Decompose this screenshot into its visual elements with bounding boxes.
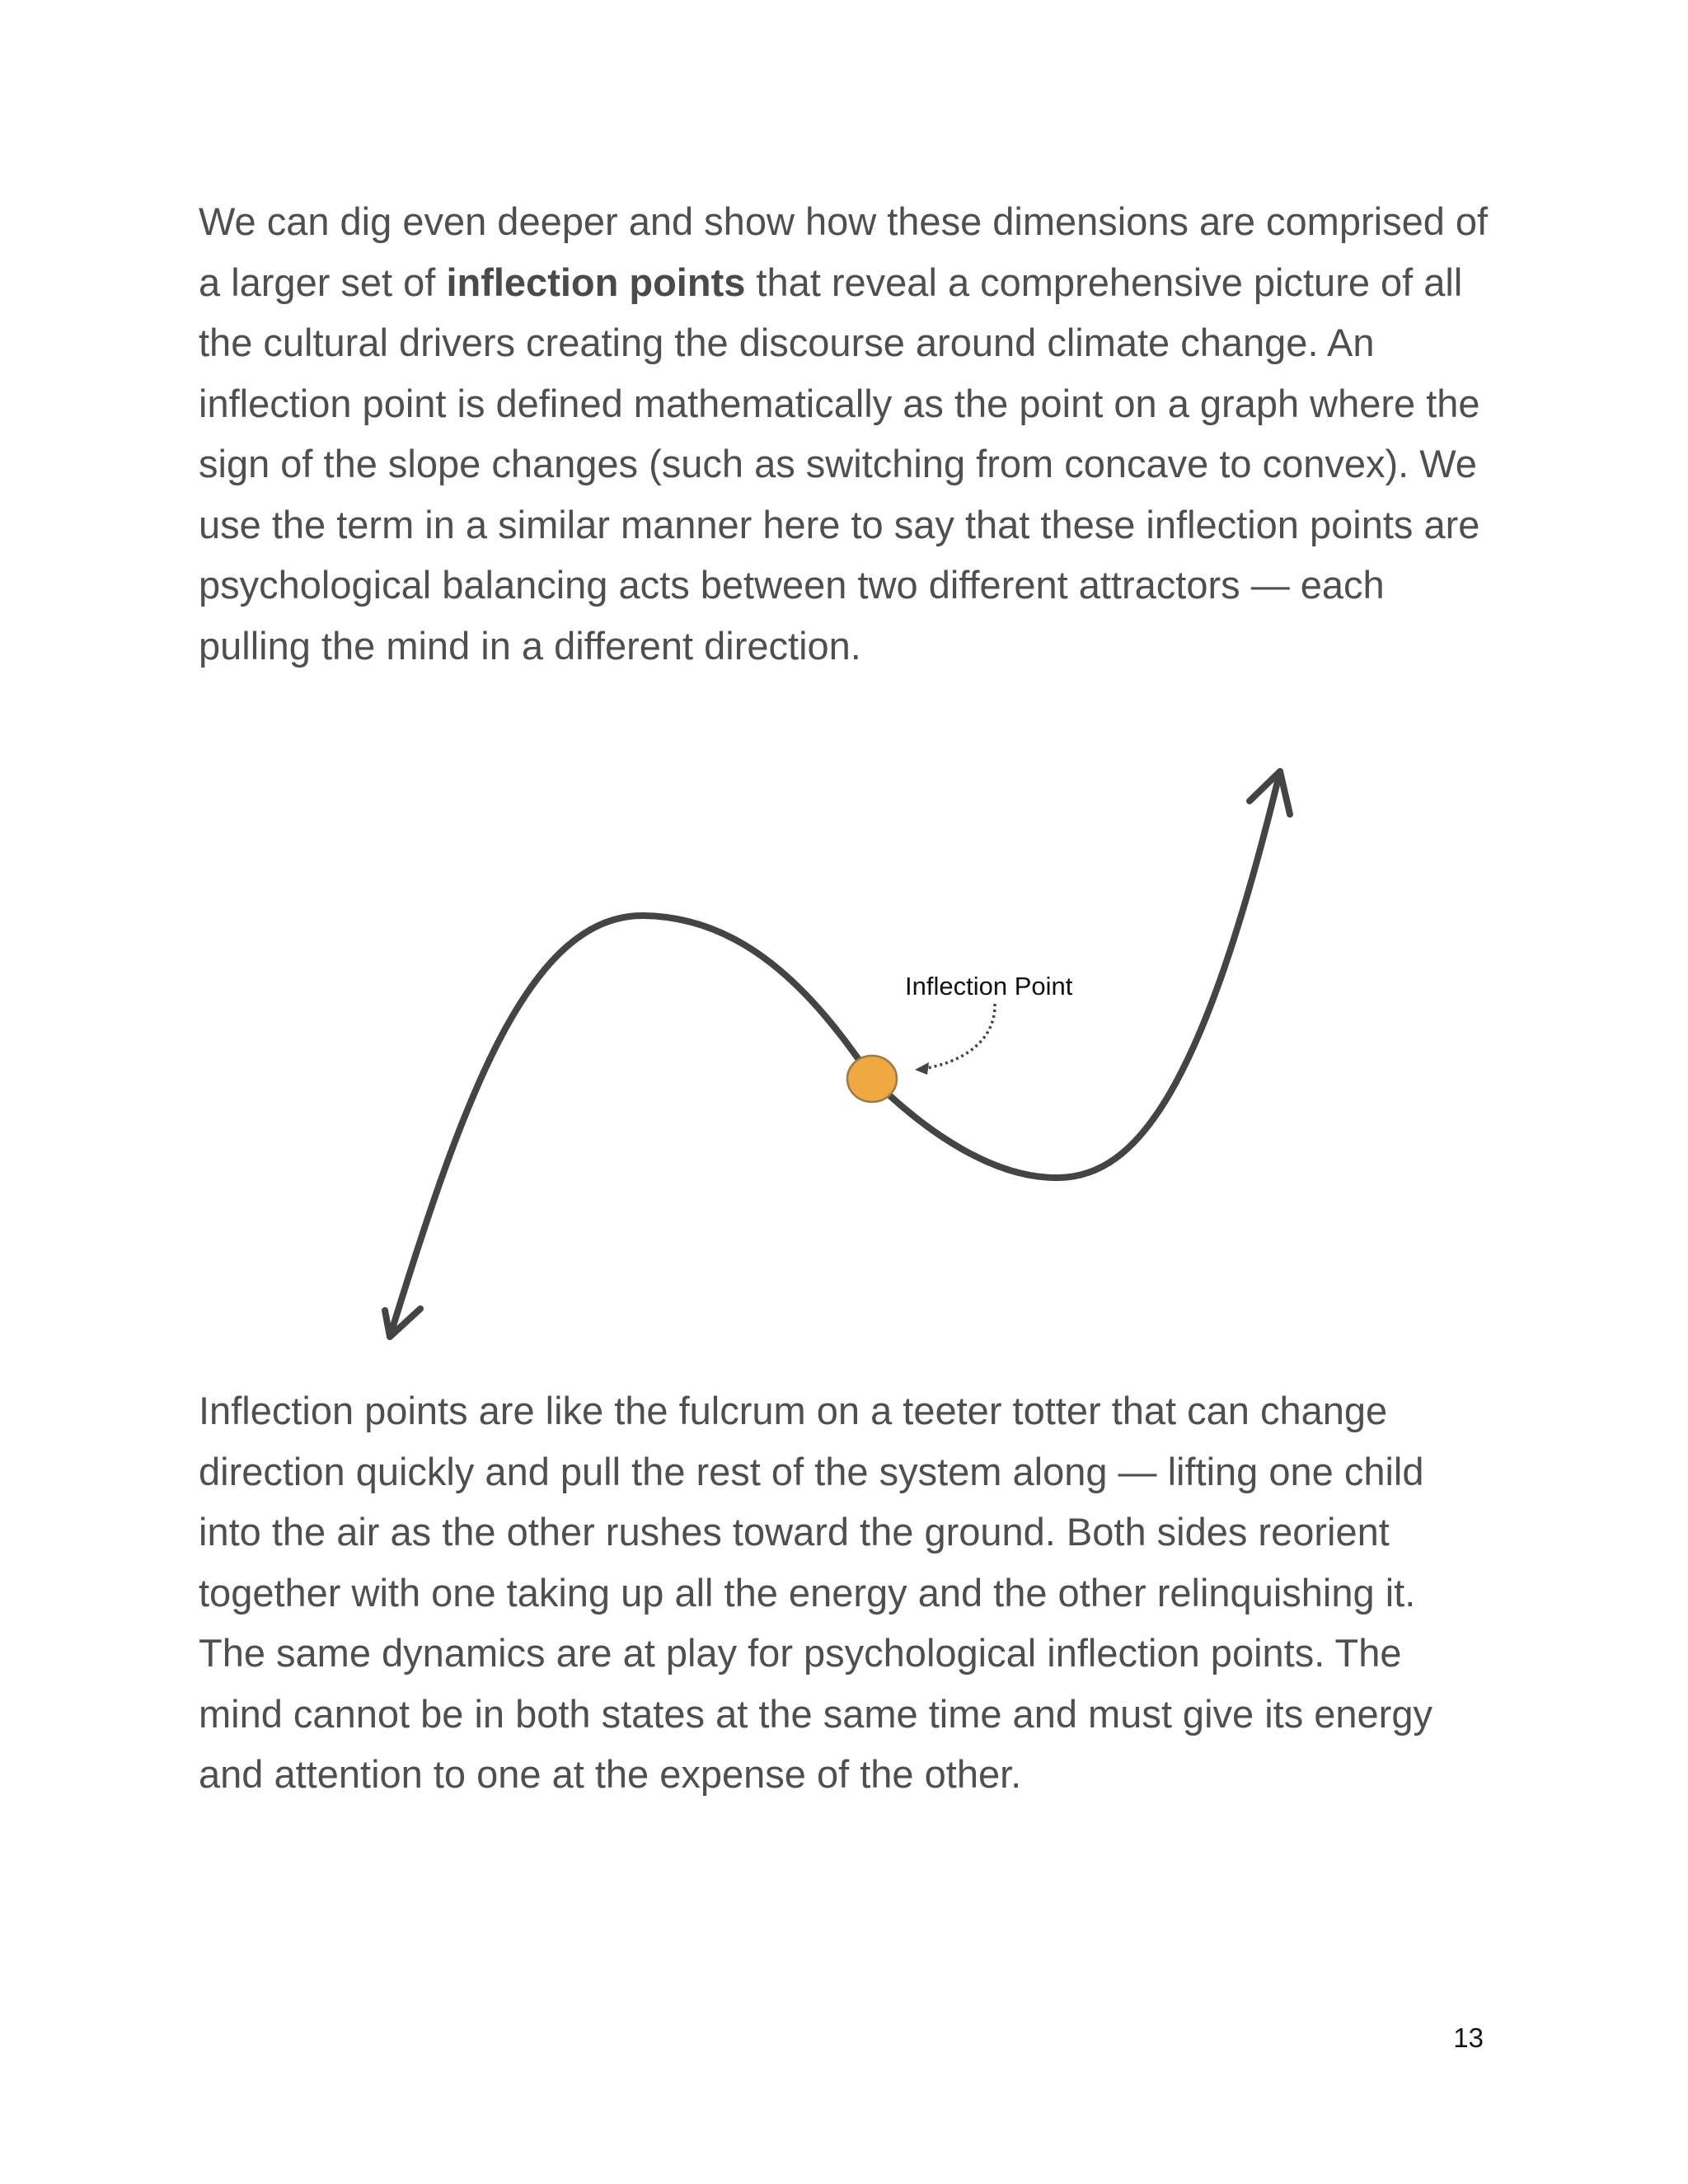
fulcrum-paragraph bbox=[199, 1380, 1534, 1805]
paragraph-line: The same dynamics are at play for psychological inflection points. The bbox=[199, 1631, 1402, 1675]
text-run: that reveal a comprehensive picture of all bbox=[745, 260, 1463, 304]
paragraph-line: inflection point is defined mathematically as the point on a graph where the bbox=[199, 381, 1480, 425]
paragraph-line: We can dig even deeper and show how these dimensions are comprised of bbox=[199, 199, 1489, 243]
pointer-arrowhead-icon bbox=[915, 1062, 929, 1075]
paragraph-line: Inflection points are like the fulcrum on a teeter totter that can change bbox=[199, 1389, 1388, 1432]
paragraph-line: pulling the mind in a different direction. bbox=[199, 623, 861, 668]
cubic-curve bbox=[390, 771, 1280, 1337]
inflection-point-label: Inflection Point bbox=[905, 972, 1073, 1001]
page-number: 13 bbox=[1453, 2022, 1484, 2053]
paragraph-line: together with one taking up all the energy and the other relinquishing it. bbox=[199, 1570, 1416, 1615]
paragraph-line: mind cannot be in both states at the same time and must give its energy bbox=[199, 1691, 1432, 1736]
inflection-point-marker bbox=[847, 1056, 897, 1102]
paragraph-line: the cultural drivers creating the discourse around climate change. An bbox=[199, 321, 1375, 364]
arrowhead-down-icon bbox=[385, 1309, 420, 1337]
dotted-pointer-arrow bbox=[927, 1004, 995, 1068]
bold-term: inflection points bbox=[446, 260, 746, 304]
paragraph-line: psychological balancing acts between two different attractors — each bbox=[199, 563, 1385, 607]
intro-paragraph bbox=[199, 191, 1534, 676]
text-run: a larger set of bbox=[199, 260, 447, 304]
paragraph-line: into the air as the other rushes toward the ground. Both sides reorient bbox=[199, 1510, 1390, 1554]
inflection-point-figure bbox=[0, 742, 1688, 1368]
paragraph-line: sign of the slope changes (such as switching from concave to convex). We bbox=[199, 442, 1477, 485]
paragraph-line bbox=[199, 252, 1534, 313]
paragraph-line: direction quickly and pull the rest of the system along — lifting one child bbox=[199, 1449, 1424, 1493]
paragraph-line: use the term in a similar manner here to say that these inflection points are bbox=[199, 502, 1480, 546]
inflection-curve-diagram bbox=[0, 742, 1688, 1368]
paragraph-line: and attention to one at the expense of the other. bbox=[199, 1752, 1022, 1796]
